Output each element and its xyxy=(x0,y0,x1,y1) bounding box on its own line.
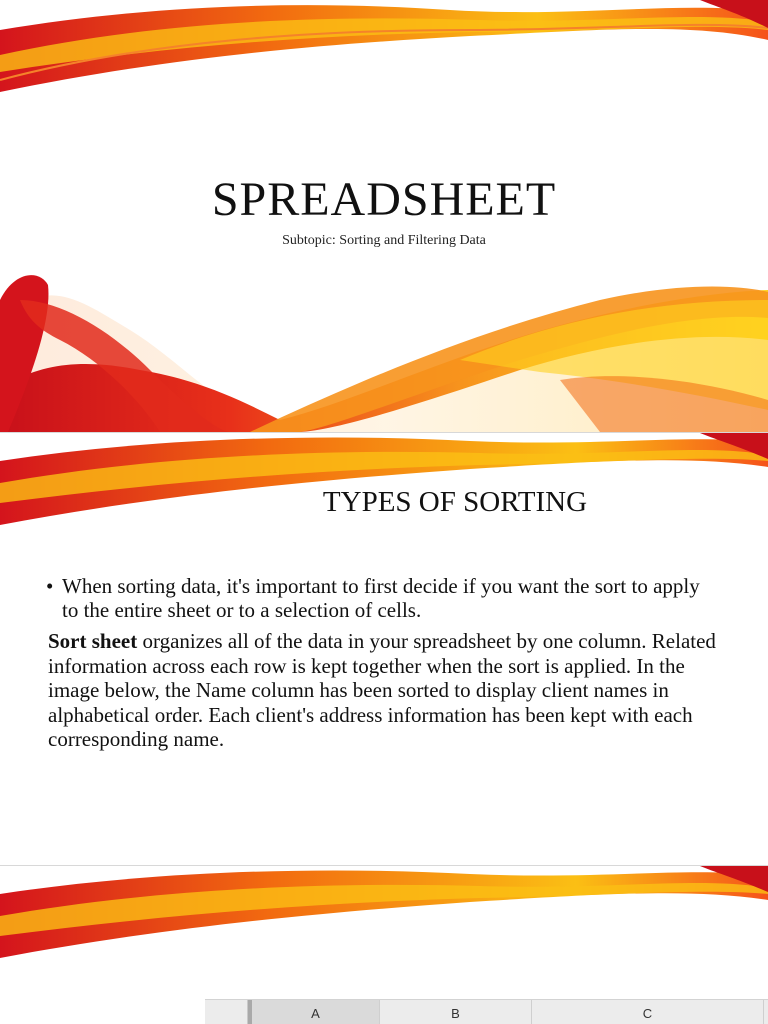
body-paragraph xyxy=(48,629,718,752)
slide-title: SPREADSHEET xyxy=(211,173,557,226)
column-header-b[interactable]: B xyxy=(380,1000,532,1024)
slide-subtitle: Subtopic: Sorting and Filtering Data xyxy=(282,233,486,248)
content-slide xyxy=(0,433,768,865)
image-slide xyxy=(0,866,768,1024)
bullet-marker: • xyxy=(46,574,54,598)
column-header-a[interactable]: A xyxy=(252,1000,380,1024)
bullet-text: When sorting data, it's important to first decide if you want the sort to apply to the entire sheet or to a selection of cells. xyxy=(62,574,700,622)
slide-title: TYPES OF SORTING xyxy=(322,486,588,518)
bold-term: Sort sheet xyxy=(48,629,138,653)
bullet-item xyxy=(46,574,716,622)
title-slide xyxy=(0,0,768,432)
select-all-corner[interactable] xyxy=(205,1000,248,1024)
spreadsheet-header xyxy=(205,999,768,1024)
column-header-c[interactable]: C xyxy=(532,1000,764,1024)
paragraph-text: organizes all of the data in your spreadsheet by one column. Related information across each row is kept together when the sort is applied. In the image below, the Name column has been sorted to display client names in alphabetical order. Each client's address information has been kept with each corresponding name. xyxy=(48,629,716,751)
